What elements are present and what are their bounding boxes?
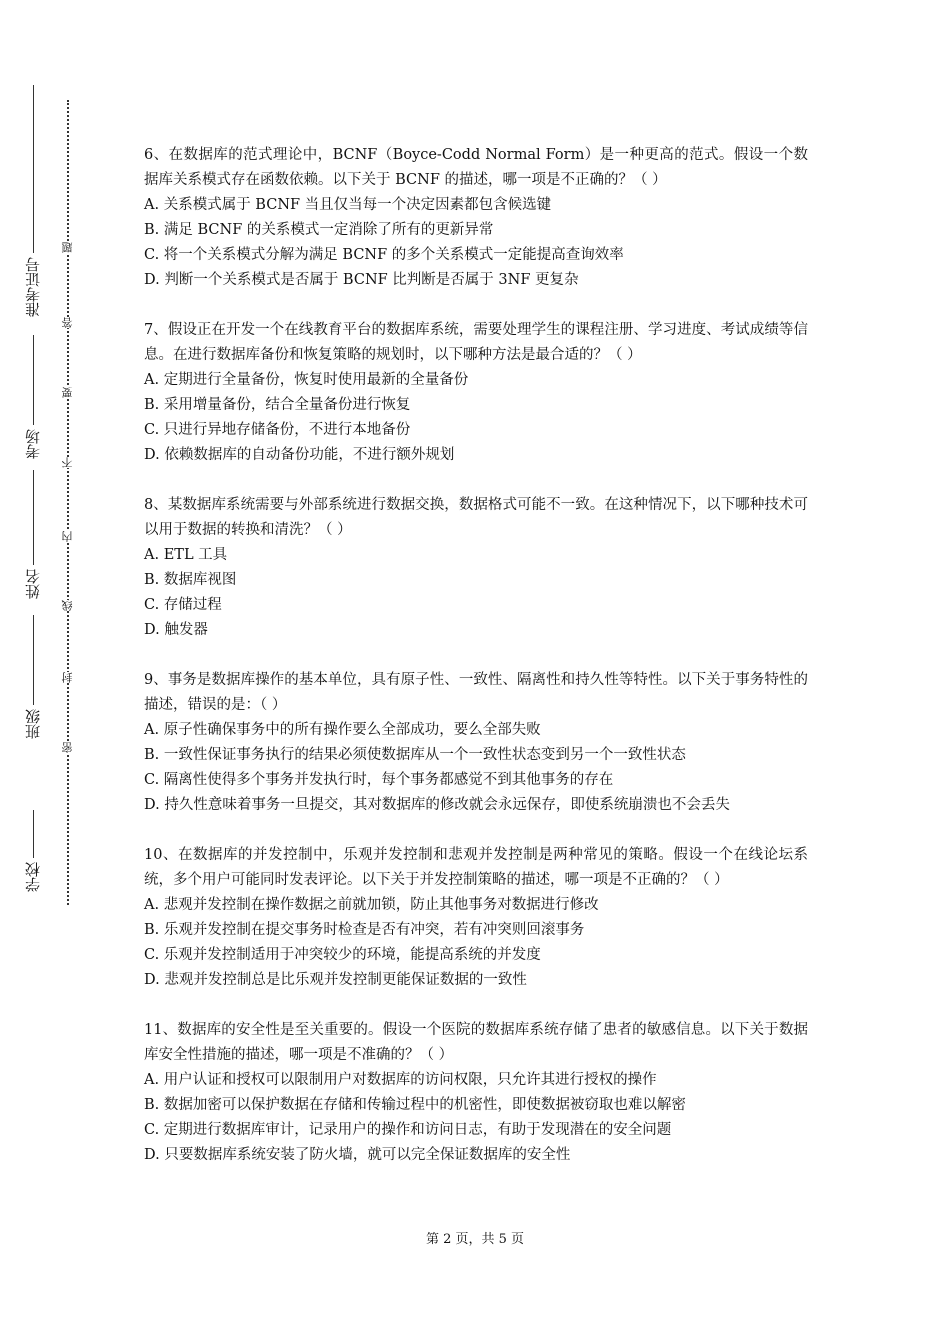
option-c: C. 将一个关系模式分解为满足 BCNF 的多个关系模式一定能提高查询效率: [144, 247, 624, 263]
option-a: A. ETL 工具: [144, 547, 228, 563]
option-d: D. 依赖数据库的自动备份功能，不进行额外规划: [144, 447, 455, 463]
option-c: C. 隔离性使得多个事务并发执行时，每个事务都感觉不到其他事务的存在: [144, 772, 614, 788]
option-c: C. 乐观并发控制适用于冲突较少的环境，能提高系统的并发度: [144, 947, 541, 963]
fill-line: [33, 810, 34, 858]
label-text: 班级: [24, 709, 42, 739]
seal-char: 内: [61, 531, 74, 542]
seal-char: 不: [61, 457, 74, 468]
option-a: A. 用户认证和授权可以限制用户对数据库的访问权限，只允许其进行授权的操作: [144, 1072, 657, 1088]
fill-line: [33, 615, 34, 705]
label-text: 准考证号: [24, 257, 42, 317]
seal-char: 要: [61, 387, 74, 398]
option-a: A. 悲观并发控制在操作数据之前就加锁，防止其他事务对数据进行修改: [144, 897, 599, 913]
class-label: [20, 615, 46, 743]
option-d: D. 触发器: [144, 622, 208, 638]
option-d: D. 悲观并发控制总是比乐观并发控制更能保证数据的一致性: [144, 972, 527, 988]
seal-char: 密: [61, 742, 74, 753]
option-a: A. 原子性确保事务中的所有操作要么全部成功，要么全部失败: [144, 722, 541, 738]
option-a: A. 定期进行全量备份，恢复时使用最新的全量备份: [144, 372, 469, 388]
label-text: 学校: [24, 862, 42, 892]
question-9: [144, 668, 808, 818]
option-b: B. 采用增量备份，结合全量备份进行恢复: [144, 397, 411, 413]
question-7: [144, 318, 808, 468]
seal-char: 答: [61, 317, 74, 328]
question-10: [144, 843, 808, 993]
option-b: B. 乐观并发控制在提交事务时检查是否有冲突，若有冲突则回滚事务: [144, 922, 585, 938]
exam-room-label: [20, 335, 46, 463]
option-c: C. 只进行异地存储备份，不进行本地备份: [144, 422, 411, 438]
option-c: C. 存储过程: [144, 597, 222, 613]
page-footer: 第 2 页，共 5 页: [425, 1232, 525, 1247]
seal-char: 线: [61, 600, 74, 611]
fill-line: [33, 470, 34, 565]
school-label: [20, 810, 46, 896]
label-text: 姓名: [24, 569, 42, 599]
option-d: D. 只要数据库系统安装了防火墙，就可以完全保证数据库的安全性: [144, 1147, 571, 1163]
seal-char: 封: [61, 672, 74, 683]
option-b: B. 满足 BCNF 的关系模式一定消除了所有的更新异常: [144, 222, 494, 238]
question-stem: 8、某数据库系统需要与外部系统进行数据交换，数据格式可能不一致。在这种情况下，以下哪种技术可以用于数据的转换和清洗？（ ）: [144, 497, 808, 538]
option-c: C. 定期进行数据库审计，记录用户的操作和访问日志，有助于发现潜在的安全问题: [144, 1122, 672, 1138]
fill-line: [33, 85, 34, 253]
label-text: 考场: [24, 429, 42, 459]
fill-line: [33, 335, 34, 425]
question-stem: 11、数据库的安全性是至关重要的。假设一个医院的数据库系统存储了患者的敏感信息。以下关于数据库安全性措施的描述，哪一项是不准确的？（ ）: [144, 1022, 808, 1063]
question-stem: 10、在数据库的并发控制中，乐观并发控制和悲观并发控制是两种常见的策略。假设一个在线论坛系统，多个用户可能同时发表评论。以下关于并发控制策略的描述，哪一项是不正确的？（ ）: [144, 847, 808, 888]
question-stem: 6、在数据库的范式理论中，BCNF（Boyce-Codd Normal Form）是一种更高的范式。假设一个数据库关系模式存在函数依赖。以下关于 BCNF 的描述，哪一项是不正确的？（ ）: [144, 147, 808, 188]
name-label: [20, 470, 46, 603]
option-d: D. 持久性意味着事务一旦提交，其对数据库的修改就会永远保存，即使系统崩溃也不会丢失: [144, 797, 730, 813]
seal-dotted-line: [67, 100, 69, 905]
option-a: A. 关系模式属于 BCNF 当且仅当每一个决定因素都包含候选键: [144, 197, 552, 213]
question-stem: 9、事务是数据库操作的基本单位，具有原子性、一致性、隔离性和持久性等特性。以下关于事务特性的描述，错误的是：（ ）: [144, 672, 808, 713]
question-stem: 7、假设正在开发一个在线教育平台的数据库系统，需要处理学生的课程注册、学习进度、考试成绩等信息。在进行数据库备份和恢复策略的规划时，以下哪种方法是最合适的？（ ）: [144, 322, 808, 363]
option-b: B. 一致性保证事务执行的结果必须使数据库从一个一致性状态变到另一个一致性状态: [144, 747, 686, 763]
option-d: D. 判断一个关系模式是否属于 BCNF 比判断是否属于 3NF 更复杂: [144, 272, 579, 288]
question-8: [144, 493, 808, 643]
question-6: [144, 143, 808, 293]
question-11: [144, 1018, 808, 1168]
option-b: B. 数据加密可以保护数据在存储和传输过程中的机密性，即使数据被窃取也难以解密: [144, 1097, 686, 1113]
question-list: [144, 143, 808, 1193]
seal-char: 题: [61, 242, 74, 253]
option-b: B. 数据库视图: [144, 572, 237, 588]
exam-number-label: [20, 85, 46, 321]
